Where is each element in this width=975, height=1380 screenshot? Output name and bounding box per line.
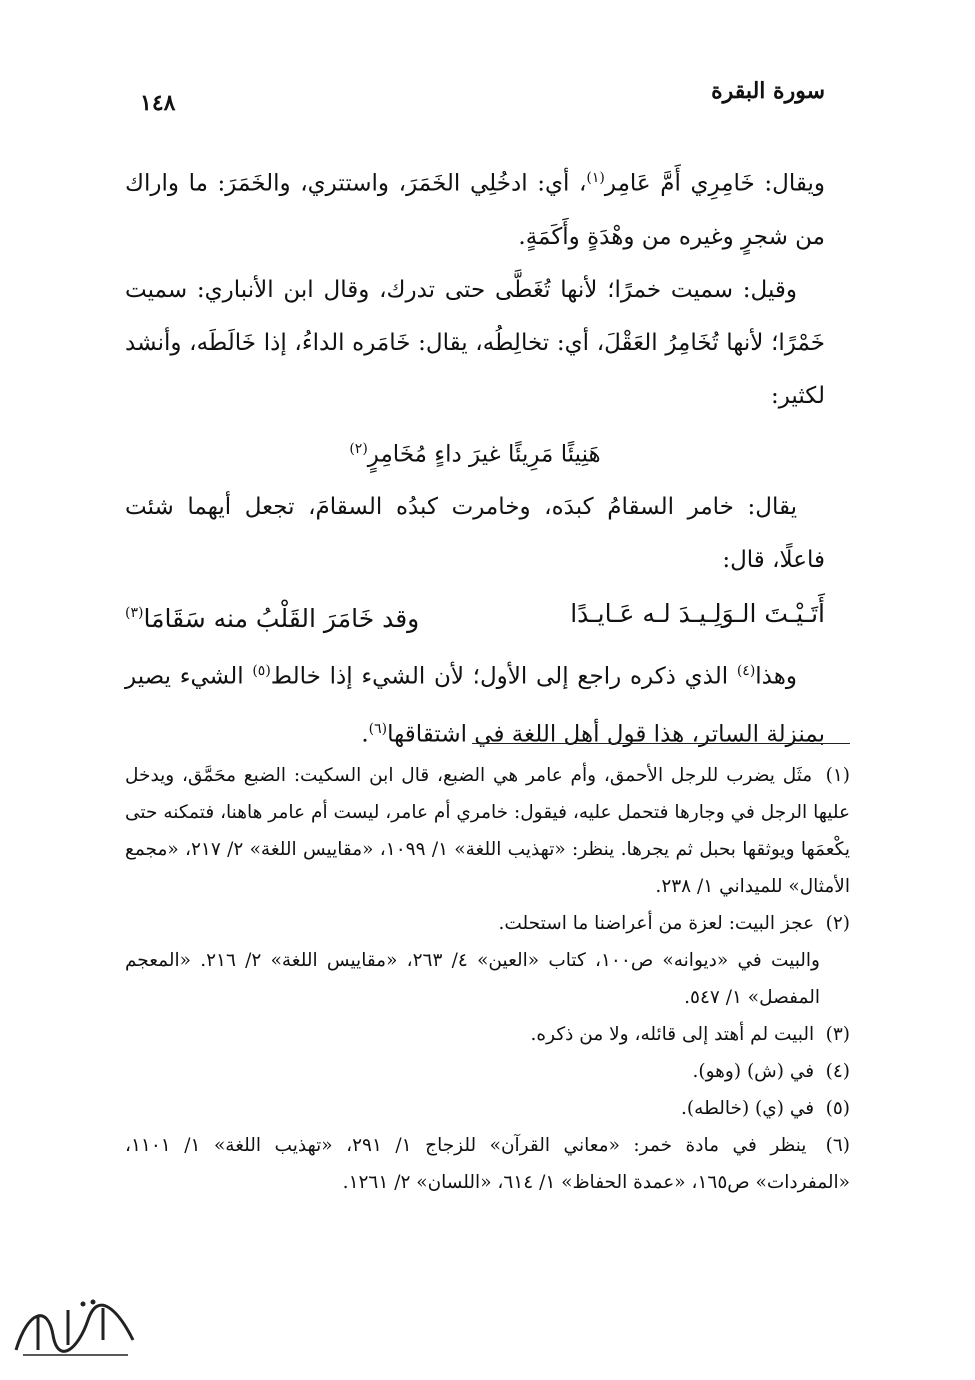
footnote-ref: (١) [586,170,605,186]
paragraph: يقال: خامر السقامُ كبدَه، وخامرت كبدُه السقامَ، تجعل أيهما شئت فاعلًا، قال: [125,494,825,574]
footnote: (٤) في (ش) (وهو). [692,1061,850,1082]
hemistich-first: أَتَـيْـتَ الـوَلِـيـدَ لـه عَـايـدًا [570,599,825,629]
footnotes [125,757,850,1201]
footnote: (٣) البيت لم أهتد إلى قائله، ولا من ذكره. [530,1024,850,1045]
footnote-separator [472,743,850,744]
footnote: (٢) عجز البيت: لعزة من أعراضنا ما استحلت. [498,913,850,934]
surah-title: سورة البقرة [711,78,825,104]
footnote: (٥) في (ي) (خالطه). [681,1098,850,1119]
main-text [125,152,825,762]
page-header [100,78,825,118]
footnote: (٦) ينظر في مادة خمر: «معاني القرآن» للزجاج ١/ ٢٩١، «تهذيب اللغة» ١/ ١١٠١، «المفردات» ص١٦٥، «عمدة الحفاظ» ١/ ٦١٤، «اللسان» ٢/ ١٢٦١. [125,1135,850,1193]
footnote-ref: (٢) [349,440,368,457]
footnote: (١) مثَل يضرب للرجل الأحمق، وأم عامر هي الضبع، قال ابن السكيت: الضبع محَمَّق، ويدخل عليها الرجل في وجارها فتحمل عليه، فيقول: خامري أم عامر، ليست أم عامر هاهنا، فتمكنه حتى يكْعمَها ويوثقها بحبل ثم يجرها. ينظر: «تهذيب اللغة» ١/ ١٠٩٩، «مقاييس اللغة» ٢/ ٢١٧، «مجمع الأمثال» للميداني ١/ ٢٣٨. [125,765,851,897]
paragraph: ويقال: خَامِرِي أَمَّ عَامِر$^{(١)}$، أي: ادخُلِي الخَمَرَ، واستتري، والخَمَرَ: ما واراك من شجرٍ وغيره من وهْدَةٍ وأَكَمَةٍ. [125,170,826,250]
footnote-ref: (٥) [252,662,271,679]
verse-quote: هَنِيئًا مَرِيئًا غيرَ داءٍ مُخَامِرٍ$^{(٢)}$ [349,440,601,468]
footnote-ref: (٣) [125,605,144,622]
paragraph: وقيل: سميت خمرًا؛ لأنها تُغَطَّى حتى تدرك، وقال ابن الأنباري: سميت خَمْرًا؛ لأنها تُخَامِرُ العَقْلَ، أي: تخالِطُه، يقال: خَامَره الداءُ، إذا خَالَطَه، وأنشد لكثير: [125,276,825,409]
footnote-continuation: والبيت في «ديوانه» ص١٠٠، كتاب «العين» ٤/ ٢٦٣، «مقاييس اللغة» ٢/ ٢١٦. «المعجم المفصل» ١/ ٥٤٧. [125,950,820,1008]
paragraph: وهذا$^{(٤)}$ الذي ذكره راجع إلى الأول؛ لأن الشيء إذا خالط$^{(٥)}$ الشيء يصير بمنزلة الساتر، هذا قول أهل اللغة في اشتقاقها$^{(٦)}$. [125,662,825,748]
page-number: ١٤٨ [140,90,176,116]
hemistich-second: وقد خَامَرَ القَلْبُ منه سَقَامَا$^{(٣)}$ [125,603,420,633]
poem-verse [125,587,825,644]
footnote-ref: (٦) [368,721,388,738]
footnote-ref: (٤) [736,662,756,679]
publisher-logo [8,1290,143,1362]
